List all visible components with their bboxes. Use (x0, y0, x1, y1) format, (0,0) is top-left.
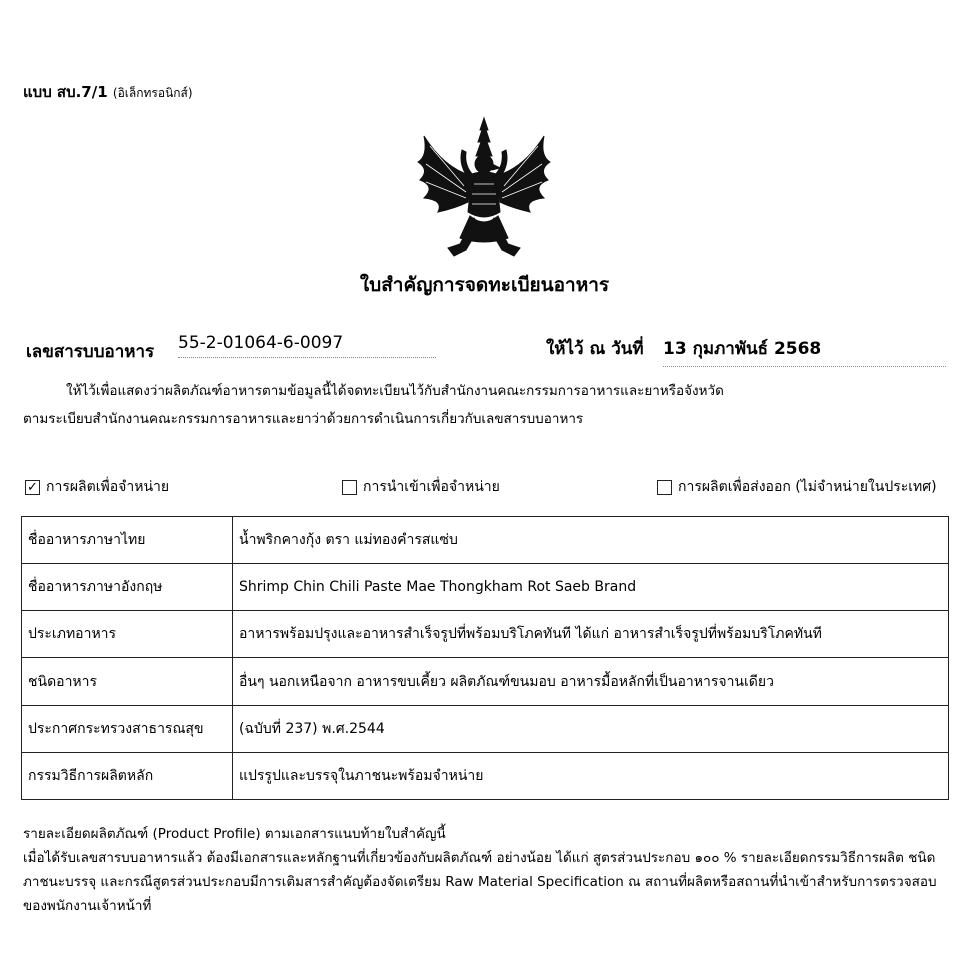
intro-line-1: ให้ไว้เพื่อแสดงว่าผลิตภัณฑ์อาหารตามข้อมูลนี้ได้จดทะเบียนไว้กับสำนักงานคณะกรรมการอาหารและยาหรือจังหวัด (66, 383, 724, 399)
registration-number: 55-2-01064-6-0097 (178, 333, 436, 358)
checkbox-empty-icon (657, 480, 672, 495)
row-key: ชื่ออาหารภาษาอังกฤษ (22, 564, 233, 611)
row-value: Shrimp Chin Chili Paste Mae Thongkham Rot Saeb Brand (233, 564, 949, 611)
row-key: ประกาศกระทรวงสาธารณสุข (22, 705, 233, 752)
issue-date-label: ให้ไว้ ณ วันที่ (546, 339, 644, 359)
row-value: อื่นๆ นอกเหนือจาก อาหารขบเคี้ยว ผลิตภัณฑ์ขนมอบ อาหารมื้อหลักที่เป็นอาหารจานเดียว (233, 658, 949, 705)
option-import-for-sale (342, 476, 500, 498)
row-value: แปรรูปและบรรจุในภาชนะพร้อมจำหน่าย (233, 752, 949, 799)
checkbox-empty-icon (342, 480, 357, 495)
table-row (22, 705, 949, 752)
table-row (22, 752, 949, 799)
form-code-sub: (อิเล็กทรอนิกส์) (112, 86, 193, 100)
product-info-table (21, 516, 949, 800)
footer-notes (23, 822, 951, 918)
table-row (22, 611, 949, 658)
row-key: กรรมวิธีการผลิตหลัก (22, 752, 233, 799)
row-value: น้ำพริกคางกุ้ง ตรา แม่ทองคำรสแซ่บ (233, 517, 949, 564)
footer-line-1: รายละเอียดผลิตภัณฑ์ (Product Profile) ตามเอกสารแนบท้ายใบสำคัญนี้ (23, 826, 446, 842)
table-row (22, 658, 949, 705)
form-code-main: แบบ สบ.7/1 (23, 83, 108, 101)
footer-line-2: เมื่อได้รับเลขสารบบอาหารแล้ว ต้องมีเอกสารและหลักฐานที่เกี่ยวข้องกับผลิตภัณฑ์ อย่างน้อย ได้แก่ สูตรส่วนประกอบ ๑๐๐ % รายละเอียดกรรมวิธีการผลิต ชนิดภาชนะบรรจุ และกรณีสูตรส่วนประกอบมีการเติมสารสำคัญต้องจัดเตรียม Raw Material Specification ณ สถานที่ผลิตหรือสถานที่นำเข้าสำหรับการตรวจสอบของพนักงานเจ้าหน้าที่ (23, 850, 937, 914)
option-label: การผลิตเพื่อจำหน่าย (46, 479, 170, 495)
option-label: การผลิตเพื่อส่งออก (ไม่จำหน่ายในประเทศ) (678, 479, 937, 495)
registration-label: เลขสารบบอาหาร (26, 342, 155, 362)
garuda-emblem-icon (404, 116, 564, 266)
row-value: (ฉบับที่ 237) พ.ศ.2544 (233, 705, 949, 752)
document-title: ใบสำคัญการจดทะเบียนอาหาร (359, 274, 610, 296)
checkbox-checked-icon: ✓ (25, 480, 40, 495)
row-key: ชื่ออาหารภาษาไทย (22, 517, 233, 564)
issue-date: 13 กุมภาพันธ์ 2568 (663, 335, 946, 367)
row-key: ชนิดอาหาร (22, 658, 233, 705)
option-export-only (657, 476, 937, 498)
intro-line-2: ตามระเบียบสำนักงานคณะกรรมการอาหารและยาว่าด้วยการดำเนินการเกี่ยวกับเลขสารบบอาหาร (23, 411, 584, 427)
table-row (22, 517, 949, 564)
row-value: อาหารพร้อมปรุงและอาหารสำเร็จรูปที่พร้อมบริโภคทันที ได้แก่ อาหารสำเร็จรูปที่พร้อมบริโภคทันที (233, 611, 949, 658)
row-key: ประเภทอาหาร (22, 611, 233, 658)
option-production-for-sale (25, 476, 169, 498)
table-row (22, 564, 949, 611)
form-code (23, 80, 193, 104)
option-label: การนำเข้าเพื่อจำหน่าย (363, 479, 500, 495)
